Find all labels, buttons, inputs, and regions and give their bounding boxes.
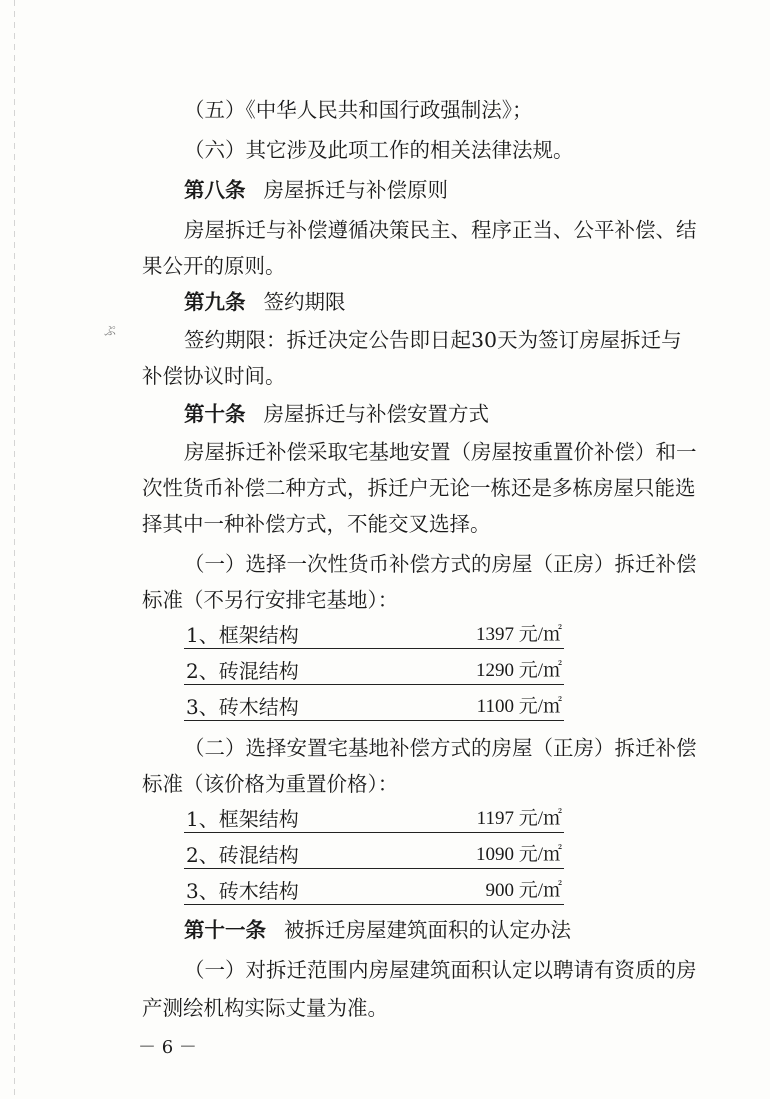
structure-type: 3、砖木结构 [186,879,299,903]
paragraph-line: （一）对拆迁范围内房屋建筑面积认定以聘请有资质的房 [184,958,697,982]
price-row [184,840,564,869]
paragraph-line: 房屋拆迁与补偿遵循决策民主、程序正当、公平补偿、结 [184,218,697,242]
price-value: 1100 元/㎡ [476,696,562,717]
price-row [184,620,564,649]
article-9-heading [184,284,712,320]
article-number: 第十一条 [184,918,266,942]
paragraph-line: 标准（该价格为重置价格）： [142,772,399,796]
paragraph-line: 房屋拆迁补偿采取宅基地安置（房屋按重置价补偿）和一 [184,440,697,464]
paragraph-line: 标准（不另行安排宅基地）： [142,588,399,612]
clause-item-5: （五）《中华人民共和国行政强制法》； [184,98,533,122]
paragraph-line: （一）选择一次性货币补偿方式的房屋（正房）拆迁补偿 [184,552,697,576]
article-8-heading [184,172,712,208]
paragraph-line: 择其中一种补偿方式，不能交叉选择。 [142,512,491,536]
price-row [184,876,564,905]
paragraph-line: 签约期限：拆迁决定公告即日起30天为签订房屋拆迁与 [184,328,682,352]
structure-type: 3、砖木结构 [186,695,299,719]
article-title: 房屋拆迁与补偿原则 [263,178,448,202]
price-value: 1290 元/㎡ [475,660,562,681]
paragraph-line: 产测绘机构实际丈量为准。 [142,996,388,1020]
paragraph-line: （二）选择安置宅基地补偿方式的房屋（正房）拆迁补偿 [184,736,697,760]
margin-mark: ぷ [104,324,117,338]
clause-item-6: （六）其它涉及此项工作的相关法律法规。 [184,138,574,162]
scan-edge-line [14,0,15,1099]
paragraph-line: 次性货币补偿二种方式，拆迁户无论一栋还是多栋房屋只能选 [142,476,696,500]
structure-type: 1、框架结构 [186,623,299,647]
price-value: 1090 元/㎡ [475,844,562,865]
article-11-heading [184,912,712,948]
price-value: 900 元/㎡ [485,880,562,901]
price-row [184,656,564,685]
structure-type: 2、砖混结构 [186,659,299,683]
paragraph-line: 果公开的原则。 [142,254,286,278]
price-row [184,804,564,833]
price-value: 1197 元/㎡ [476,808,562,829]
article-title: 被拆迁房屋建筑面积的认定办法 [284,918,571,942]
article-title: 签约期限 [263,290,346,314]
article-number: 第八条 [184,178,246,202]
article-number: 第九条 [184,290,246,314]
article-title: 房屋拆迁与补偿安置方式 [263,402,489,426]
page-number: － 6 － [138,1037,197,1058]
price-value: 1397 元/㎡ [475,624,562,645]
paragraph-line: 补偿协议时间。 [142,364,286,388]
price-row [184,692,564,721]
structure-type: 1、框架结构 [186,807,299,831]
article-number: 第十条 [184,402,246,426]
structure-type: 2、砖混结构 [186,843,299,867]
article-10-heading [184,396,712,432]
